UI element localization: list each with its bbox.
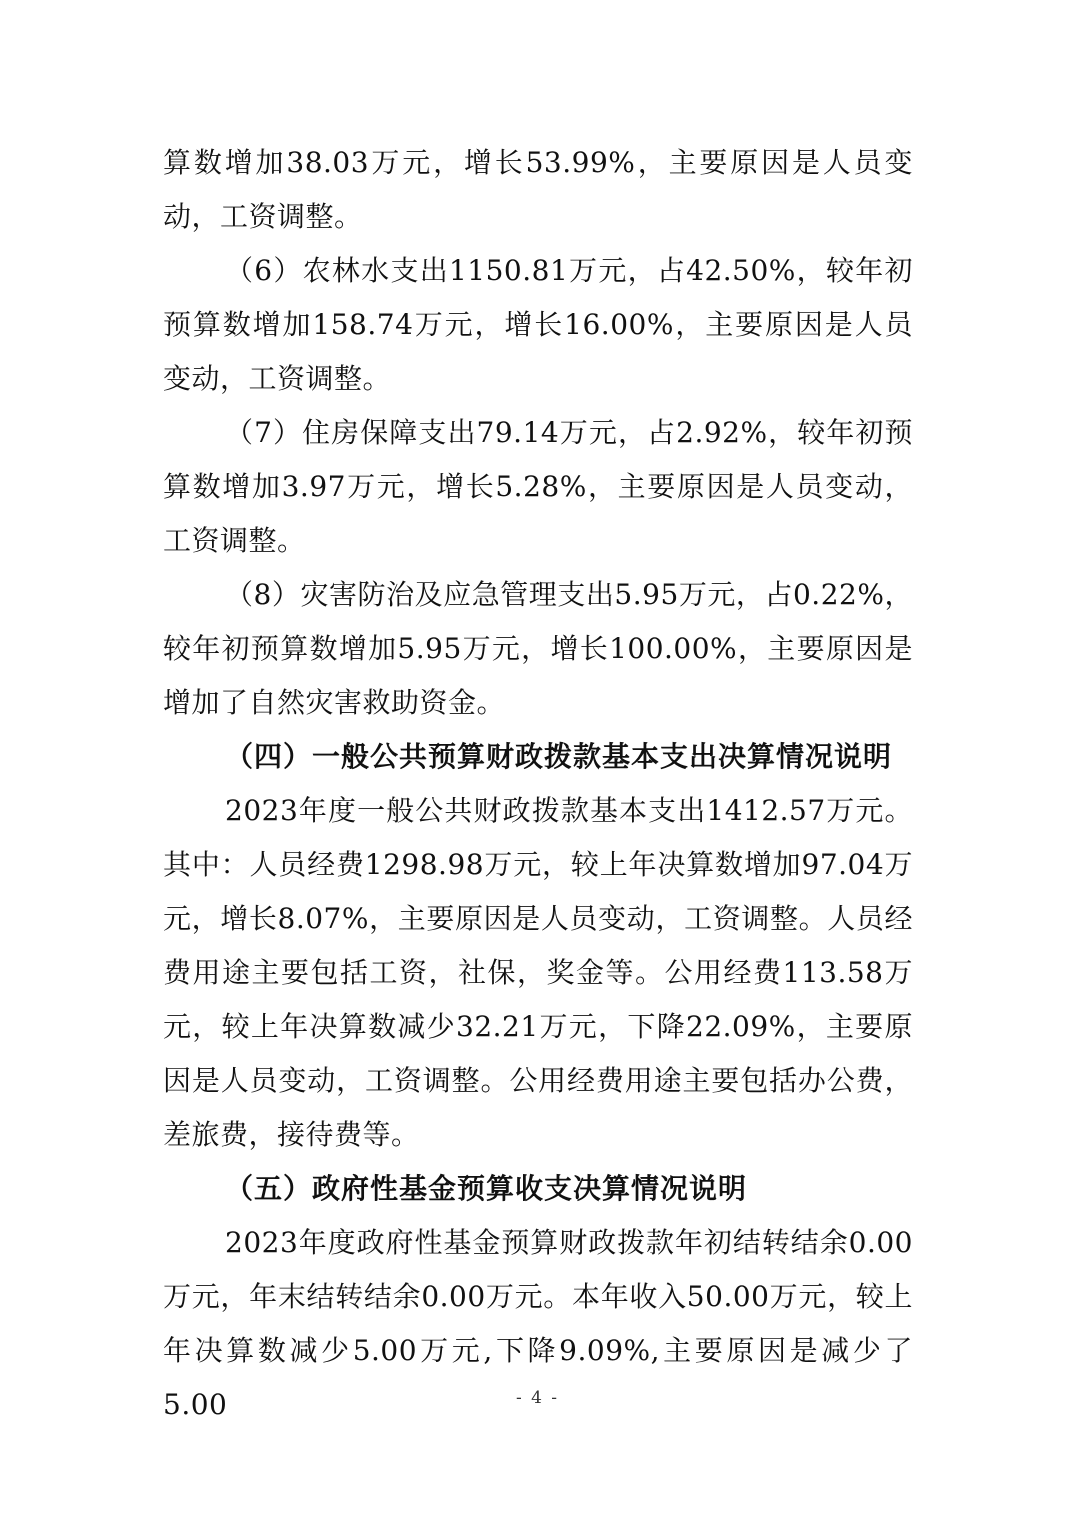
section-heading-government-fund: （五）政府性基金预算收支决算情况说明: [225, 1172, 748, 1205]
section-heading-basic-expenditure: （四）一般公共预算财政拨款基本支出决算情况说明: [225, 740, 893, 773]
document-body: [163, 136, 913, 1432]
paragraph-government-fund: 2023年度政府性基金预算财政拨款年初结转结余0.00万元，年末结转结余0.00万元。本年收入50.00万元，较上年决算数减少5.00万元,下降9.09%,主要原因是减少了5.00: [163, 1226, 913, 1421]
page-number: - 4 -: [515, 1388, 560, 1408]
paragraph-housing-security: （7）住房保障支出79.14万元，占2.92%，较年初预算数增加3.97万元，增长5.28%，主要原因是人员变动，工资调整。: [163, 416, 913, 557]
paragraph-agriculture-forestry-water: （6）农林水支出1150.81万元，占42.50%，较年初预算数增加158.74万元，增长16.00%，主要原因是人员变动，工资调整。: [163, 254, 913, 395]
paragraph-basic-expenditure: 2023年度一般公共财政拨款基本支出1412.57万元。其中：人员经费1298.98万元，较上年决算数增加97.04万元，增长8.07%，主要原因是人员变动，工资调整。人员经费用途主要包括工资，社保，奖金等。公用经费113.58万元，较上年决算数减少32.21万元，下降22.09%，主要原因是人员变动，工资调整。公用经费用途主要包括办公费，差旅费，接待费等。: [163, 794, 913, 1151]
paragraph-disaster-prevention: （8）灾害防治及应急管理支出5.95万元，占0.22%，较年初预算数增加5.95万元，增长100.00%，主要原因是增加了自然灾害救助资金。: [163, 578, 913, 719]
paragraph-continued: 算数增加38.03万元，增长53.99%，主要原因是人员变动，工资调整。: [163, 146, 913, 233]
